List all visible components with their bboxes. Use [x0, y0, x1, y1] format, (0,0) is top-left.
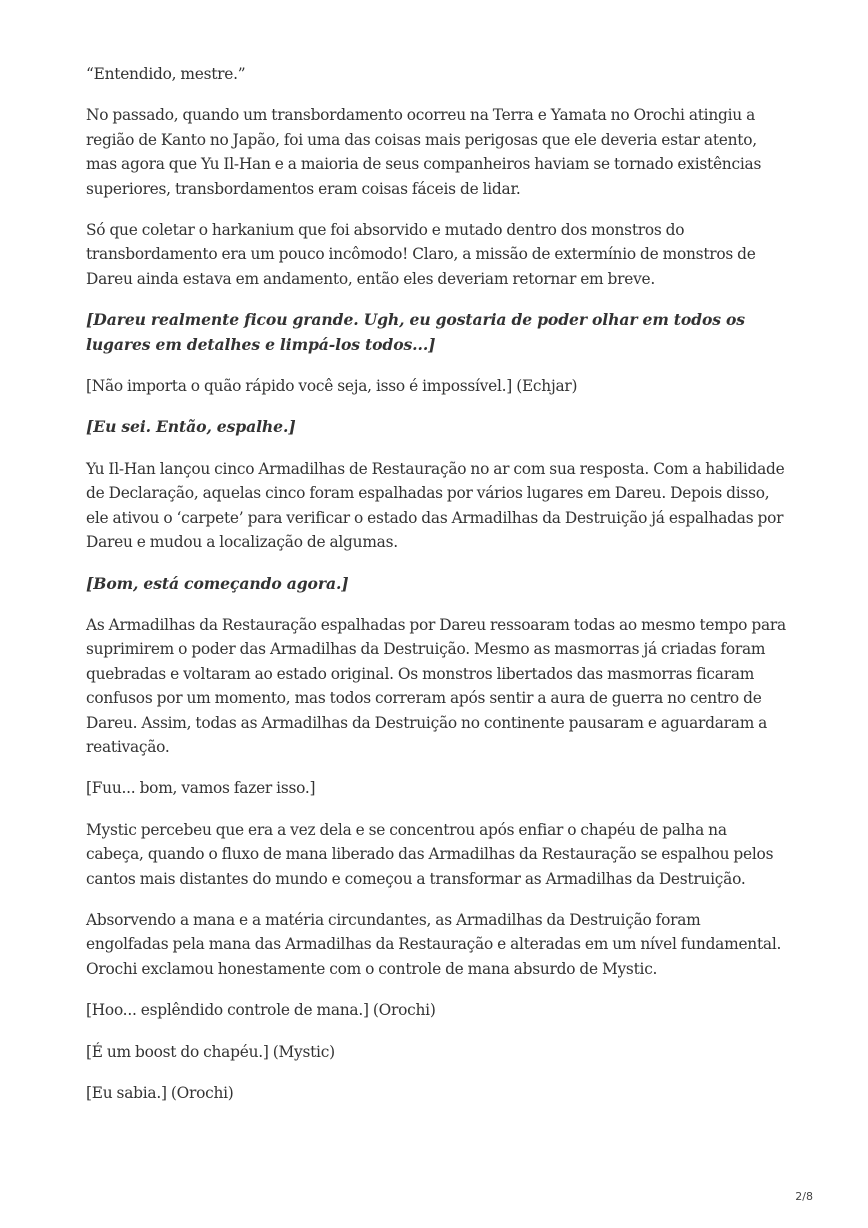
page-number: 2/8 — [795, 1190, 813, 1203]
paragraph-10: [Fuu... bom, vamos fazer isso.] — [86, 779, 316, 798]
paragraph-8-emphasis: [Bom, está começando agora.] — [86, 573, 349, 593]
document-body — [86, 62, 786, 1122]
paragraph-6-emphasis: [Eu sei. Então, espalhe.] — [86, 417, 296, 437]
paragraph-9: As Armadilhas da Restauração espalhadas por Dareu ressoaram todas ao mesmo tempo para suprimirem o poder das Armadilhas da Destruição. Mesmo as masmorras já criadas foram quebradas e voltaram ao estado original. Os monstros libertados das masmorras ficaram confusos por um momento, mas todos correram após sentir a aura de guerra no centro de Dareu. Assim, todas as Armadilhas da Destruição no continente pausaram e aguardaram a reativação. — [86, 615, 786, 756]
paragraph-15: [Eu sabia.] (Orochi) — [86, 1084, 234, 1102]
paragraph-3: Só que coletar o harkanium que foi absorvido e mutado dentro dos monstros do transbordamento era um pouco incômodo! Claro, a missão de extermínio de monstros de Dareu ainda estava em andamento, então eles deveriam retornar em breve. — [86, 221, 756, 288]
paragraph-4-emphasis: [Dareu realmente ficou grande. Ugh, eu gostaria de poder olhar em todos os lugares em detalhes e limpá-los todos...] — [86, 310, 745, 354]
paragraph-2: No passado, quando um transbordamento ocorreu na Terra e Yamata no Orochi atingiu a região de Kanto no Japão, foi uma das coisas mais perigosas que ele deveria estar atento, mas agora que Yu Il-Han e a maioria de seus companheiros haviam se tornado existências superiores, transbordamentos eram coisas fáceis de lidar. — [86, 106, 762, 198]
paragraph-1: “Entendido, mestre.” — [86, 65, 246, 83]
paragraph-7: Yu Il-Han lançou cinco Armadilhas de Restauração no ar com sua resposta. Com a habilidade de Declaração, aquelas cinco foram espalhadas por vários lugares em Dareu. Depois disso, ele ativou o ‘carpete’ para verificar o estado das Armadilhas da Destruição já espalhadas por Dareu e mudou a localização de algumas. — [86, 459, 785, 552]
paragraph-13: [Hoo... esplêndido controle de mana.] (Orochi) — [86, 1001, 436, 1020]
paragraph-5: [Não importa o quão rápido você seja, isso é impossível.] (Echjar) — [86, 377, 578, 396]
paragraph-12: Absorvendo a mana e a matéria circundantes, as Armadilhas da Destruição foram engolfadas pela mana das Armadilhas da Restauração e alteradas em um nível fundamental. Orochi exclamou honestamente com o controle de mana absurdo de Mystic. — [86, 910, 782, 978]
paragraph-14: [É um boost do chapéu.] (Mystic) — [86, 1042, 335, 1061]
paragraph-11: Mystic percebeu que era a vez dela e se concentrou após enfiar o chapéu de palha na cabeça, quando o fluxo de mana liberado das Armadilhas da Restauração se espalhou pelos cantos mais distantes do mundo e começou a transformar as Armadilhas da Destruição. — [86, 820, 774, 888]
